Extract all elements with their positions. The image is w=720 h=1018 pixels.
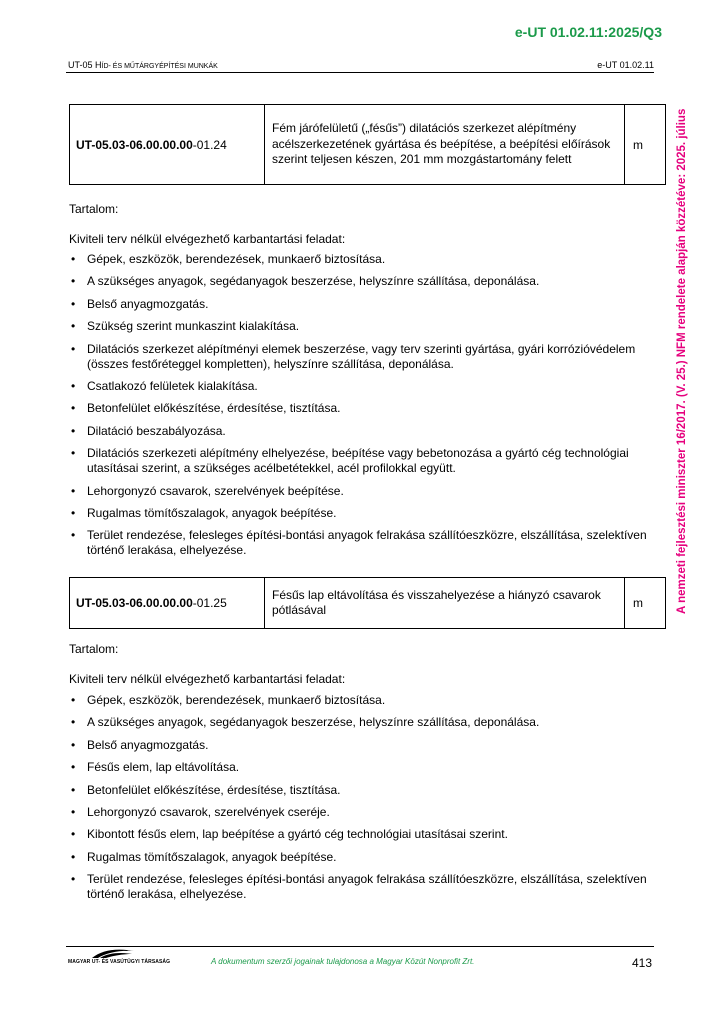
list-item: • A szükséges anyagok, segédanyagok beszerzése, helyszínre szállítása, deponálása. [69, 274, 659, 289]
header-divider [66, 72, 654, 73]
list-item: • Betonfelület előkészítése, érdesítése, tisztítása. [69, 783, 659, 798]
list-item: • Terület rendezése, felesleges építési-bontási anyagok felrakása szállítóeszközre, elszállítása, szelektíven történő lerakása, elhelyezése. [69, 872, 659, 902]
item-table-1 [69, 104, 666, 185]
item-code-main: UT-05.03-06.00.00.00 [76, 596, 193, 610]
side-publication-note: A nemzeti fejlesztési miniszter 16/2017. (V. 25.) NFM rendelete alapján közzétéve: 2025. július [676, 108, 688, 614]
item-row [70, 105, 666, 185]
section-prefix: UT-05 H [68, 60, 102, 70]
list-item: • Lehorgonyzó csavarok, szerelvények beépítése. [69, 484, 659, 499]
copyright-note: A dokumentum szerzői jogainak tulajdonosa a Magyar Közút Nonprofit Zrt. [211, 957, 475, 966]
list-item: • Dilatáció beszabályozása. [69, 424, 659, 439]
task-intro: Kiviteli terv nélkül elvégezhető karbantartási feladat: [69, 672, 346, 686]
item-code [70, 105, 265, 185]
list-item: • Kibontott fésűs elem, lap beépítése a gyártó cég technológiai utasításai szerint. [69, 827, 659, 842]
task-list-1 [69, 252, 659, 566]
footer-divider [66, 946, 654, 947]
section-title [68, 60, 218, 70]
association-logo [68, 948, 171, 968]
item-code-suffix: -01.24 [192, 137, 227, 152]
item-table-2 [69, 577, 666, 629]
item-description: Fém járófelületű („fésűs”) dilatációs szerkezet alépítmény acélszerkezetének gyártása és beépítése, a beépítési előírások szerint teljesen készen, 201 mm mozgástartomány felett [265, 105, 625, 185]
item-code [70, 578, 265, 629]
list-item: • Dilatációs szerkezet alépítményi elemek beszerzése, vagy terv szerinti gyártása, gyári korrózióvédelem (összes festőréteggel kompletten), helyszínre szállítása, deponálása. [69, 342, 659, 372]
list-item: • Szükség szerint munkaszint kialakítása. [69, 319, 659, 334]
list-item: • Csatlakozó felületek kialakítása. [69, 379, 659, 394]
page-number: 413 [631, 956, 652, 970]
content-label: Tartalom: [69, 642, 119, 656]
item-row [70, 578, 666, 629]
list-item: • Lehorgonyzó csavarok, szerelvények cseréje. [69, 805, 659, 820]
list-item: • Belső anyagmozgatás. [69, 738, 659, 753]
content-label: Tartalom: [69, 202, 119, 216]
list-item: • A szükséges anyagok, segédanyagok beszerzése, helyszínre szállítása, deponálása. [69, 715, 659, 730]
item-unit: m [625, 578, 666, 629]
list-item: • Gépek, eszközök, berendezések, munkaerő biztosítása. [69, 693, 659, 708]
item-code-suffix: -01.25 [192, 596, 227, 610]
list-item: • Belső anyagmozgatás. [69, 297, 659, 312]
task-list-2 [69, 693, 659, 910]
item-description: Fésűs lap eltávolítása és visszahelyezése a hiányzó csavarok pótlásával [265, 578, 625, 629]
header-short-code: e-UT 01.02.11 [597, 60, 654, 70]
list-item: • Dilatációs szerkezeti alépítmény elhelyezése, beépítése vagy bebetonozása a gyártó cég technológiai utasításai szerint, a szükséges acélbetétekkel, acél profilokkal együtt. [69, 446, 659, 476]
list-item: • Rugalmas tömítőszalagok, anyagok beépítése. [69, 506, 659, 521]
list-item: • Gépek, eszközök, berendezések, munkaerő biztosítása. [69, 252, 659, 267]
item-code-main: UT-05.03-06.00.00.00 [76, 137, 193, 152]
task-intro: Kiviteli terv nélkül elvégezhető karbantartási feladat: [69, 232, 346, 246]
item-unit: m [625, 105, 666, 185]
list-item: • Betonfelület előkészítése, érdesítése, tisztítása. [69, 401, 659, 416]
list-item: • Fésűs elem, lap eltávolítása. [69, 760, 659, 775]
document-code: e-UT 01.02.11:2025/Q3 [514, 24, 662, 40]
section-rest: ÍD- ÉS MŰTÁRGYÉPÍTÉSI MUNKÁK [101, 63, 218, 70]
logo-text: MAGYAR UT- ÉS VASÚTÜGYI TÁRSASÁG [68, 959, 171, 965]
list-item: • Terület rendezése, felesleges építési-bontási anyagok felrakása szállítóeszközre, elszállítása, szelektíven történő lerakása, elhelyezése. [69, 528, 659, 558]
list-item: • Rugalmas tömítőszalagok, anyagok beépítése. [69, 850, 659, 865]
